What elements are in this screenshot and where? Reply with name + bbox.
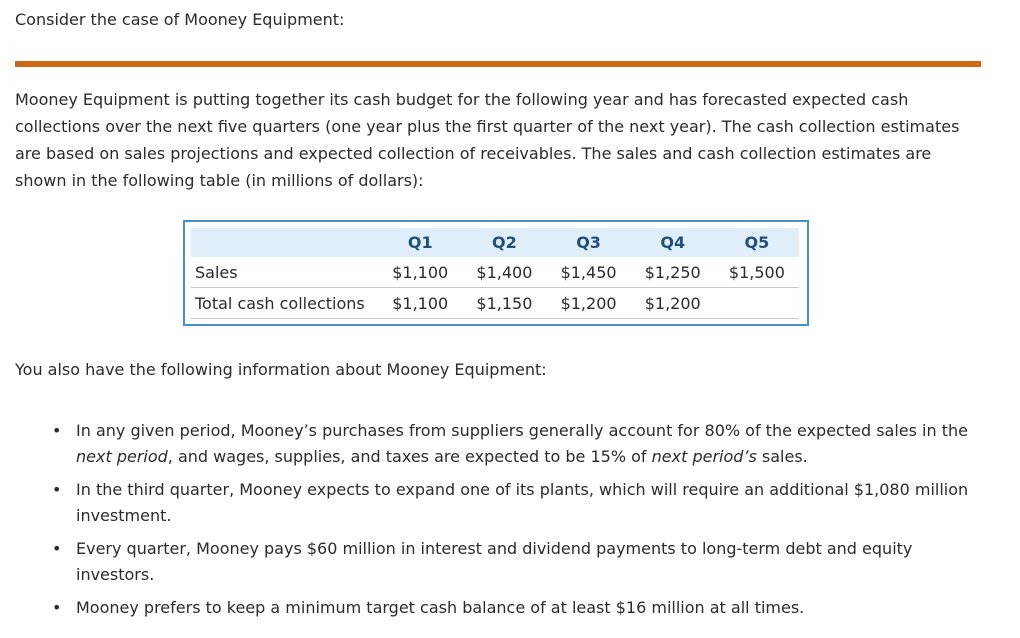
table-cell: $1,100 [392, 262, 449, 282]
table-cell [715, 288, 799, 319]
bullet-icon: • [52, 539, 62, 558]
table-cell: $1,400 [476, 262, 533, 282]
intro-paragraph: Mooney Equipment is putting together its cash budget for the following year and has forecasted expected cash collections over the next five quarters (one year plus the first quarter of the next year). The cash collection estimates are based on sales projections and expected collection of receivables. The sales and cash collection estimates are shown in the following table (in millions of dollars): [15, 90, 960, 190]
table-cell: $1,200 [560, 293, 617, 313]
row-label: Sales [195, 262, 238, 282]
table-cell: $1,150 [476, 293, 533, 313]
cash-table-frame [183, 220, 809, 326]
bullet-text: In any given period, Mooney’s purchases from suppliers generally account for 80% of the expected sales in the next period, and wages, supplies, and taxes are expected to be 15% of next period’s sales. [76, 421, 968, 466]
row-label: Total cash collections [195, 293, 365, 313]
bullet-icon: • [52, 598, 62, 617]
list-item [0, 477, 990, 529]
bullet-text: Every quarter, Mooney pays $60 million in interest and dividend payments to long-term debt and equity investors. [76, 539, 913, 584]
table-header-cell: Q1 [407, 233, 433, 252]
table-cell: $1,100 [392, 293, 449, 313]
page-heading: Consider the case of Mooney Equipment: [15, 10, 345, 29]
table-cell: $1,250 [644, 262, 701, 282]
table-header-cell: Q3 [576, 233, 601, 252]
table-row [191, 288, 799, 319]
table-row [191, 257, 799, 288]
table-header-cell: Q4 [660, 233, 686, 252]
bullet-text: Mooney prefers to keep a minimum target cash balance of at least $16 million at all times. [76, 598, 805, 617]
list-item [0, 536, 990, 588]
bullet-icon: • [52, 480, 62, 499]
table-header-cell: Q2 [492, 233, 517, 252]
info-bullet-list [0, 418, 990, 628]
cash-collections-table [191, 228, 799, 319]
table-cell: $1,450 [560, 262, 617, 282]
table-cell: $1,200 [644, 293, 701, 313]
table-header-row [191, 228, 799, 257]
list-item [0, 595, 990, 621]
orange-divider [15, 61, 981, 67]
bullet-text: In the third quarter, Mooney expects to expand one of its plants, which will require an additional $1,080 million investment. [76, 480, 969, 525]
bullet-icon: • [52, 421, 62, 440]
info-subheading: You also have the following information about Mooney Equipment: [15, 360, 547, 379]
table-header-cell: Q5 [744, 233, 770, 252]
table-cell: $1,500 [728, 262, 785, 282]
table-header-cell [191, 228, 378, 257]
list-item [0, 418, 990, 470]
